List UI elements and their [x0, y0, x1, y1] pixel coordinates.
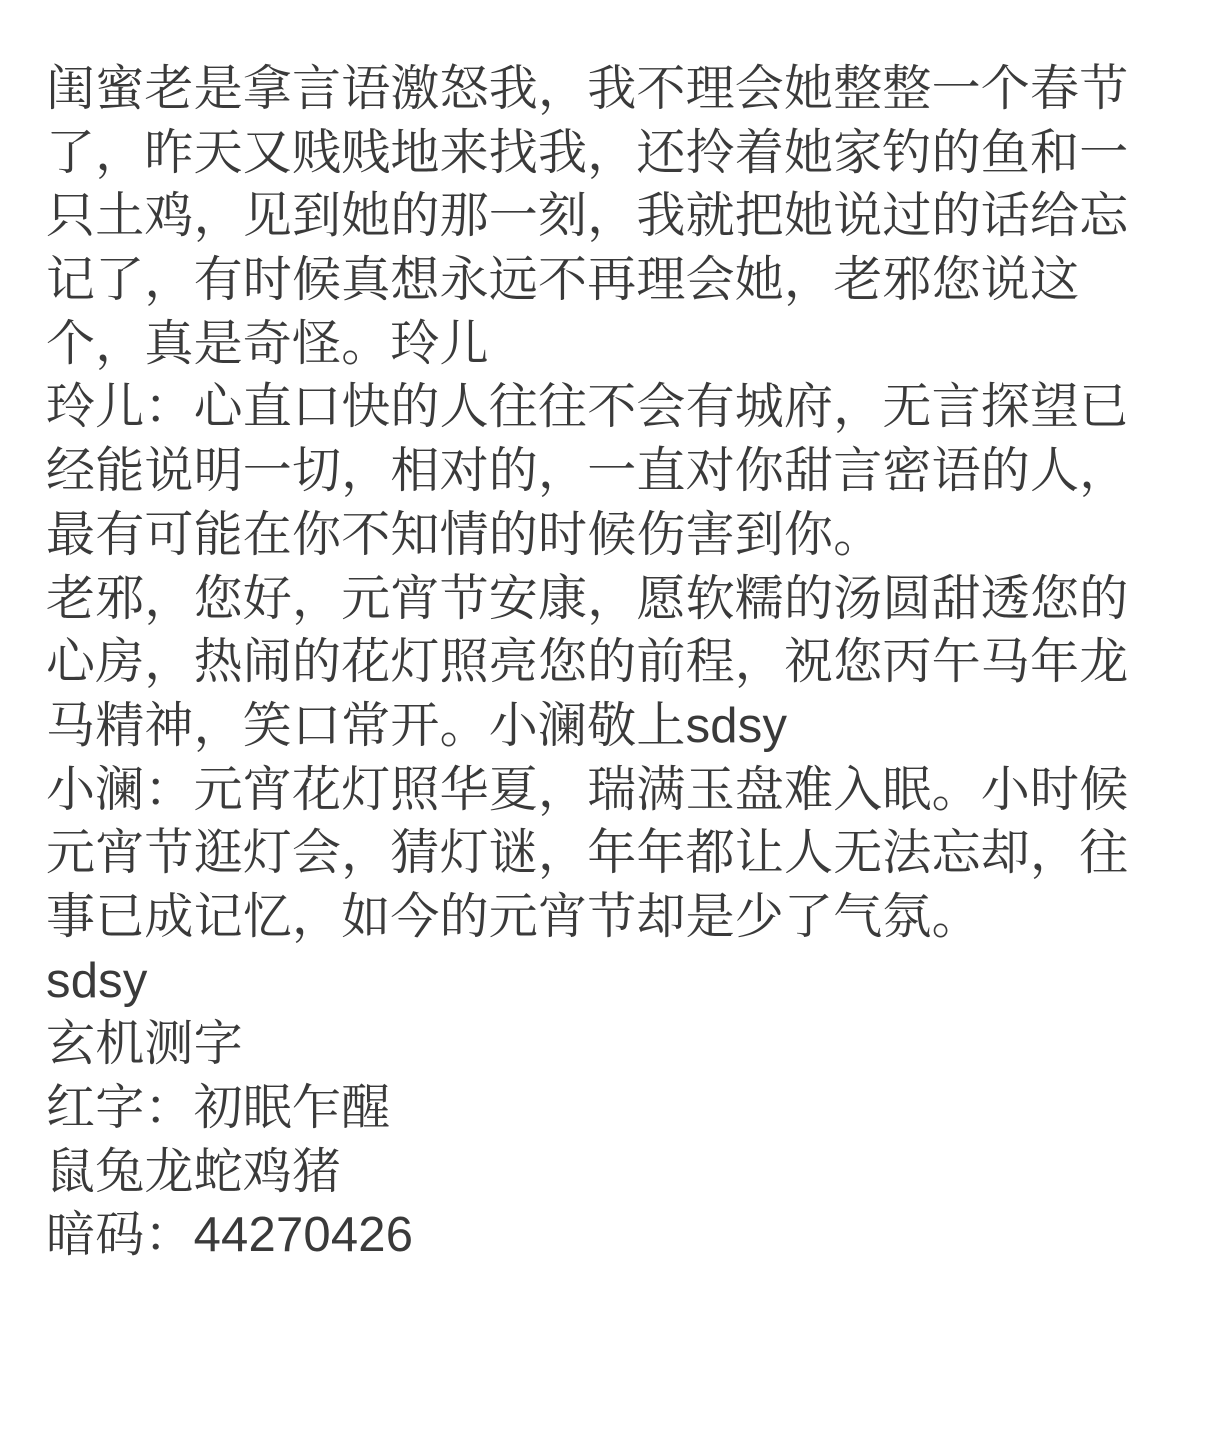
paragraph-reply-2: 小澜：元宵花灯照华夏，瑞满玉盘难入眠。小时候元宵节逛灯会，猜灯谜，年年都让人无法忘却，往事已成记忆，如今的元宵节却是少了气氛。: [46, 762, 1129, 944]
paragraph-red-characters: 红字：初眠乍醒: [46, 1081, 391, 1135]
paragraph-message-1: 闺蜜老是拿言语激怒我，我不理会她整整一个春节了，昨天又贱贱地来找我，还拎着她家钓的鱼和一只土鸡，见到她的那一刻，我就把她说过的话给忘记了，有时候真想永远不再理会她，老邪您说这个，真是奇怪。玲儿: [46, 62, 1129, 371]
paragraph-section-title: 玄机测字: [46, 1017, 243, 1072]
paragraph-signature: sdsy: [46, 953, 148, 1008]
document-text-body: [46, 58, 1174, 1268]
paragraph-reply-1: 玲儿：心直口快的人往往不会有城府，无言探望已经能说明一切，相对的，一直对你甜言密语的人，最有可能在你不知情的时候伤害到你。: [46, 380, 1129, 562]
paragraph-zodiac-list: 鼠兔龙蛇鸡猪: [46, 1144, 342, 1199]
paragraph-secret-code: 暗码：44270426: [46, 1208, 414, 1263]
paragraph-message-2: 老邪，您好，元宵节安康，愿软糯的汤圆甜透您的心房，热闹的花灯照亮您的前程，祝您丙午马年龙马精神，笑口常开。小澜敬上sdsy: [46, 571, 1129, 753]
